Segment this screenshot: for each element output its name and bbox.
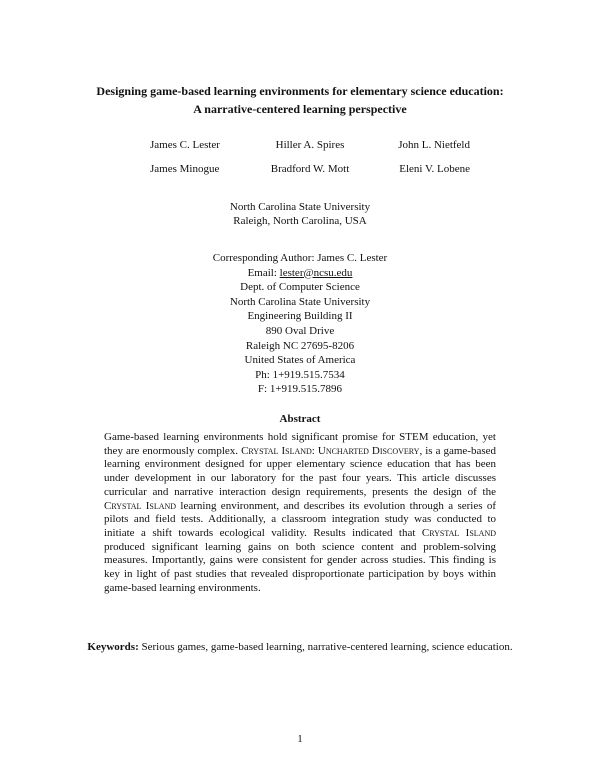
contact-building: Engineering Building II	[247, 310, 353, 323]
contact-phone: Ph: 1+919.515.7534	[255, 368, 345, 381]
affiliation-institution: North Carolina State University	[229, 201, 371, 213]
keywords-label: Keywords:	[87, 641, 139, 653]
contact-street: 890 Oval Drive	[265, 324, 335, 337]
system-name: Crystal Island	[104, 499, 177, 512]
abstract-heading: Abstract	[279, 413, 321, 425]
contact-dept: Dept. of Computer Science	[240, 281, 360, 294]
system-name: Crystal Island: Uncharted Discovery	[241, 444, 420, 457]
keywords-text: Serious games, game-based learning, narrative-centered learning, science education.	[141, 641, 513, 653]
system-name: Crystal Island	[421, 526, 497, 539]
affiliation-location: Raleigh, North Carolina, USA	[233, 215, 367, 227]
abstract-text: , is a game-based learning environment designed for upper elementary science education that has been under development in our laboratory for the past four years. This article discusses curricular and narrative interaction design requirements, presents the design of the	[104, 444, 497, 498]
contact-city: Raleigh NC 27695-8206	[245, 339, 355, 352]
email-line	[100, 266, 500, 281]
author: Hiller A. Spires	[275, 139, 345, 151]
corresponding-author: Corresponding Author: James C. Lester	[212, 252, 388, 264]
affiliation	[100, 200, 500, 228]
contact-block	[100, 251, 500, 397]
author: Bradford W. Mott	[270, 163, 350, 175]
author-row-2	[150, 163, 470, 175]
keywords-line	[60, 641, 540, 653]
email-label: Email:	[247, 266, 280, 279]
abstract-text: Game-based learning environments hold significant promise for STEM education, yet they are enormously complex.	[104, 431, 496, 457]
email-link[interactable]: lester@ncsu.edu	[279, 266, 353, 279]
page-number: 1	[297, 733, 303, 745]
title-line-2: A narrative-centered learning perspective	[193, 102, 407, 116]
author: James Minogue	[150, 163, 220, 175]
title-line-1: Designing game-based learning environments for elementary science education:	[96, 84, 504, 98]
author: John L. Nietfeld	[398, 139, 470, 151]
author: Eleni V. Lobene	[399, 163, 470, 175]
author: James C. Lester	[150, 139, 220, 151]
contact-university: North Carolina State University	[229, 295, 371, 308]
author-row-1	[150, 139, 470, 151]
abstract-text: learning environment, and describes its evolution through a series of pilots and field tests. Additionally, a classroom integration study was conducted to initiate a shift towards ecological validity. Results indicated that	[104, 499, 497, 539]
abstract-body	[104, 431, 496, 595]
paper-title	[40, 82, 560, 118]
contact-country: United States of America	[244, 354, 356, 367]
contact-fax: F: 1+919.515.7896	[257, 383, 343, 396]
abstract-text: produced significant learning gains on both science content and problem-solving measures. Importantly, gains were consistent for gender across studies. This finding is key in light of past studies that revealed disproportionate participation by boys within game-based learning environments.	[104, 540, 496, 594]
